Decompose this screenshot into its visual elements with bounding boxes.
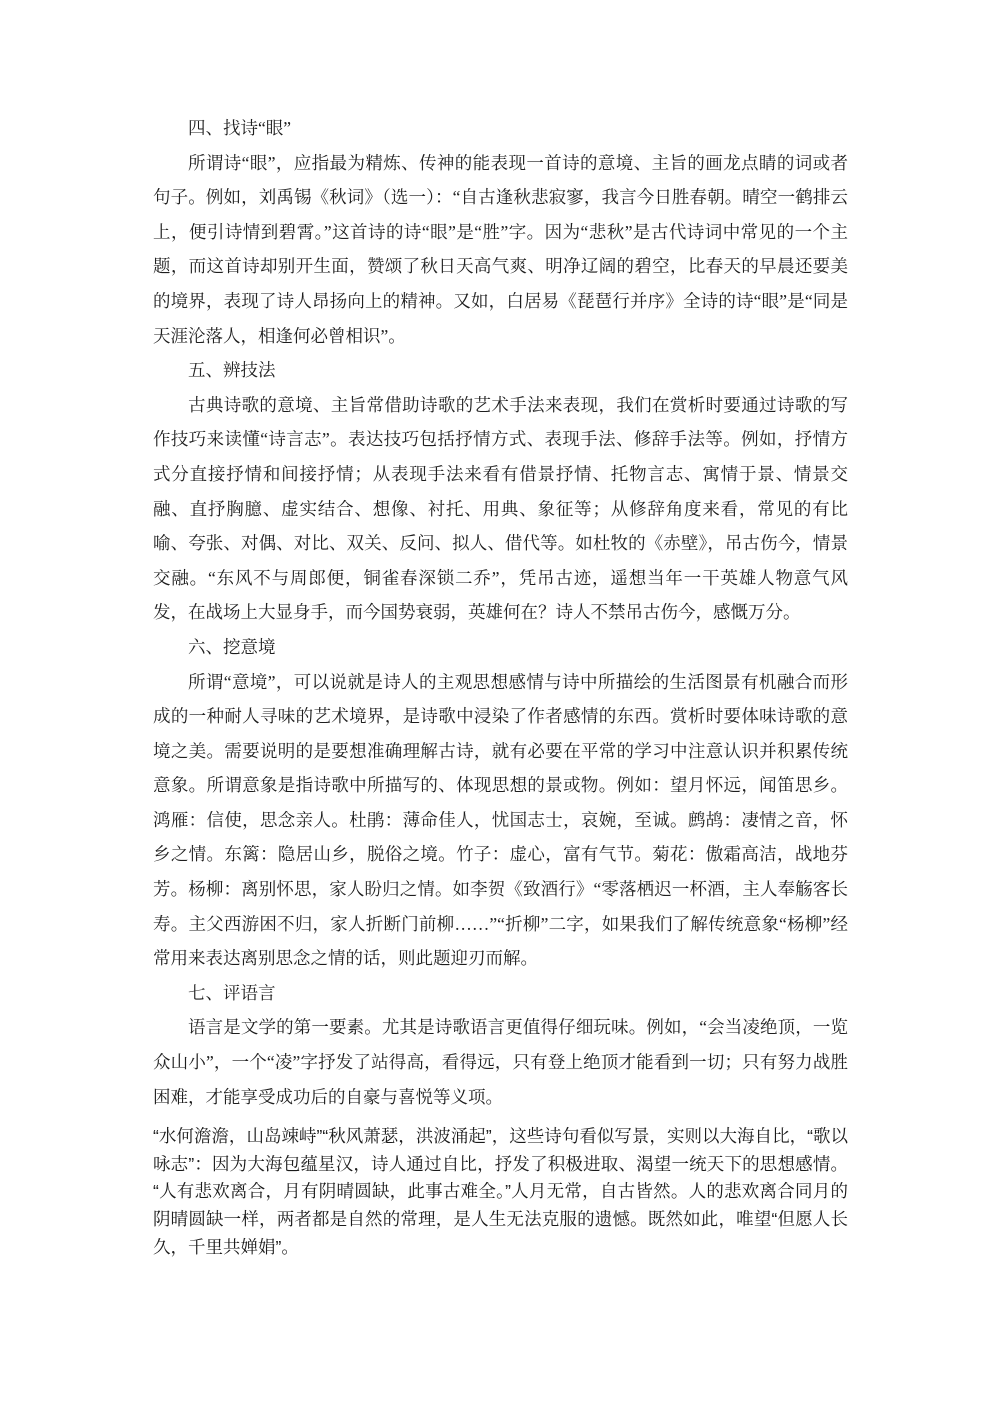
section-heading-distinguish-technique: 五、辨技法 bbox=[188, 360, 276, 381]
section-paragraph-evaluate-language: 语言是文学的第一要素。尤其是诗歌语言更值得仔细玩味。例如，“会当凌绝顶，一览众山小”，一个“凌”字抒发了站得高，看得远，只有登上绝顶才能看到一切；只有努力战胜困难，才能享受成功后的自豪与喜悦等义项。 bbox=[153, 1017, 848, 1107]
section-find-poem-eye bbox=[153, 111, 848, 353]
section-evaluate-language bbox=[153, 976, 848, 1114]
section-paragraph-dig-artistic-conception: 所谓“意境”，可以说就是诗人的主观思想感情与诗中所描绘的生活图景有机融合而形成的一种耐人寻味的艺术境界，是诗歌中浸染了作者感情的东西。赏析时要体味诗歌的意境之美。需要说明的是要想准确理解古诗，就有必要在平常的学习中注意认识并积累传统意象。所谓意象是指诗歌中所描写的、体现思想的景或物。例如：望月怀远，闻笛思乡。鸿雁：信使，思念亲人。杜鹃：薄命佳人，忧国志士，哀婉，至诚。鹧鸪：凄情之音，怀乡之情。东篱：隐居山乡，脱俗之境。竹子：虚心，富有气节。菊花：傲霜高洁，战地芬芳。杨柳：离别怀思，家人盼归之情。如李贺《致酒行》“零落栖迟一杯酒，主人奉觞客长寿。主父西游困不归，家人折断门前柳……”“折柳”二字，如果我们了解传统意象“杨柳”经常用来表达离别思念之情的话，则此题迎刃而解。 bbox=[153, 671, 848, 969]
section-heading-evaluate-language: 七、评语言 bbox=[188, 982, 276, 1003]
section-paragraph-find-poem-eye: 所谓诗“眼”，应指最为精炼、传神的能表现一首诗的意境、主旨的画龙点睛的词或者句子。例如，刘禹锡《秋词》（选一）：“自古逢秋悲寂寥，我言今日胜春朝。晴空一鹤排云上，便引诗情到碧霄。”这首诗的诗“眼”是“胜”字。因为“悲秋”是古代诗词中常见的一个主题，而这首诗却别开生面，赞颂了秋日天高气爽、明净辽阔的碧空，比春天的早晨还要美的境界，表现了诗人昂扬向上的精神。又如，白居易《琵琶行并序》全诗的诗“眼”是“同是天涯沦落人，相逢何必曾相识”。 bbox=[153, 152, 848, 346]
closing-paragraph: “水何澹澹，山岛竦峙”“秋风萧瑟，洪波涌起”，这些诗句看似写景，实则以大海自比，“歌以咏志”：因为大海包蕴星汉，诗人通过自比，抒发了积极进取、渴望一统天下的思想感情。“人有悲欢离合，月有阴晴圆缺，此事古难全。”人月无常，自古皆然。人的悲欢离合同月的阴晴圆缺一样，两者都是自然的常理，是人生无法克服的遗憾。既然如此，唯望“但愿人长久，千里共婵娟”。 bbox=[153, 1126, 848, 1257]
section-distinguish-technique bbox=[153, 353, 848, 630]
document-content bbox=[153, 111, 848, 1261]
section-heading-dig-artistic-conception: 六、挖意境 bbox=[188, 636, 276, 657]
section-paragraph-distinguish-technique: 古典诗歌的意境、主旨常借助诗歌的艺术手法来表现，我们在赏析时要通过诗歌的写作技巧来读懂“诗言志”。表达技巧包括抒情方式、表现手法、修辞手法等。例如，抒情方式分直接抒情和间接抒情；从表现手法来看有借景抒情、托物言志、寓情于景、情景交融、直抒胸臆、虚实结合、想像、衬托、用典、象征等；从修辞角度来看，常见的有比喻、夸张、对偶、对比、双关、反问、拟人、借代等。如杜牧的《赤壁》，吊古伤今，情景交融。“东风不与周郎便，铜雀春深锁二乔”，凭吊古迹，遥想当年一干英雄人物意气风发，在战场上大显身手，而今国势衰弱，英雄何在？诗人不禁吊古伤今，感慨万分。 bbox=[153, 394, 848, 623]
section-dig-artistic-conception bbox=[153, 630, 848, 976]
section-heading-find-poem-eye: 四、找诗“眼” bbox=[188, 118, 292, 138]
